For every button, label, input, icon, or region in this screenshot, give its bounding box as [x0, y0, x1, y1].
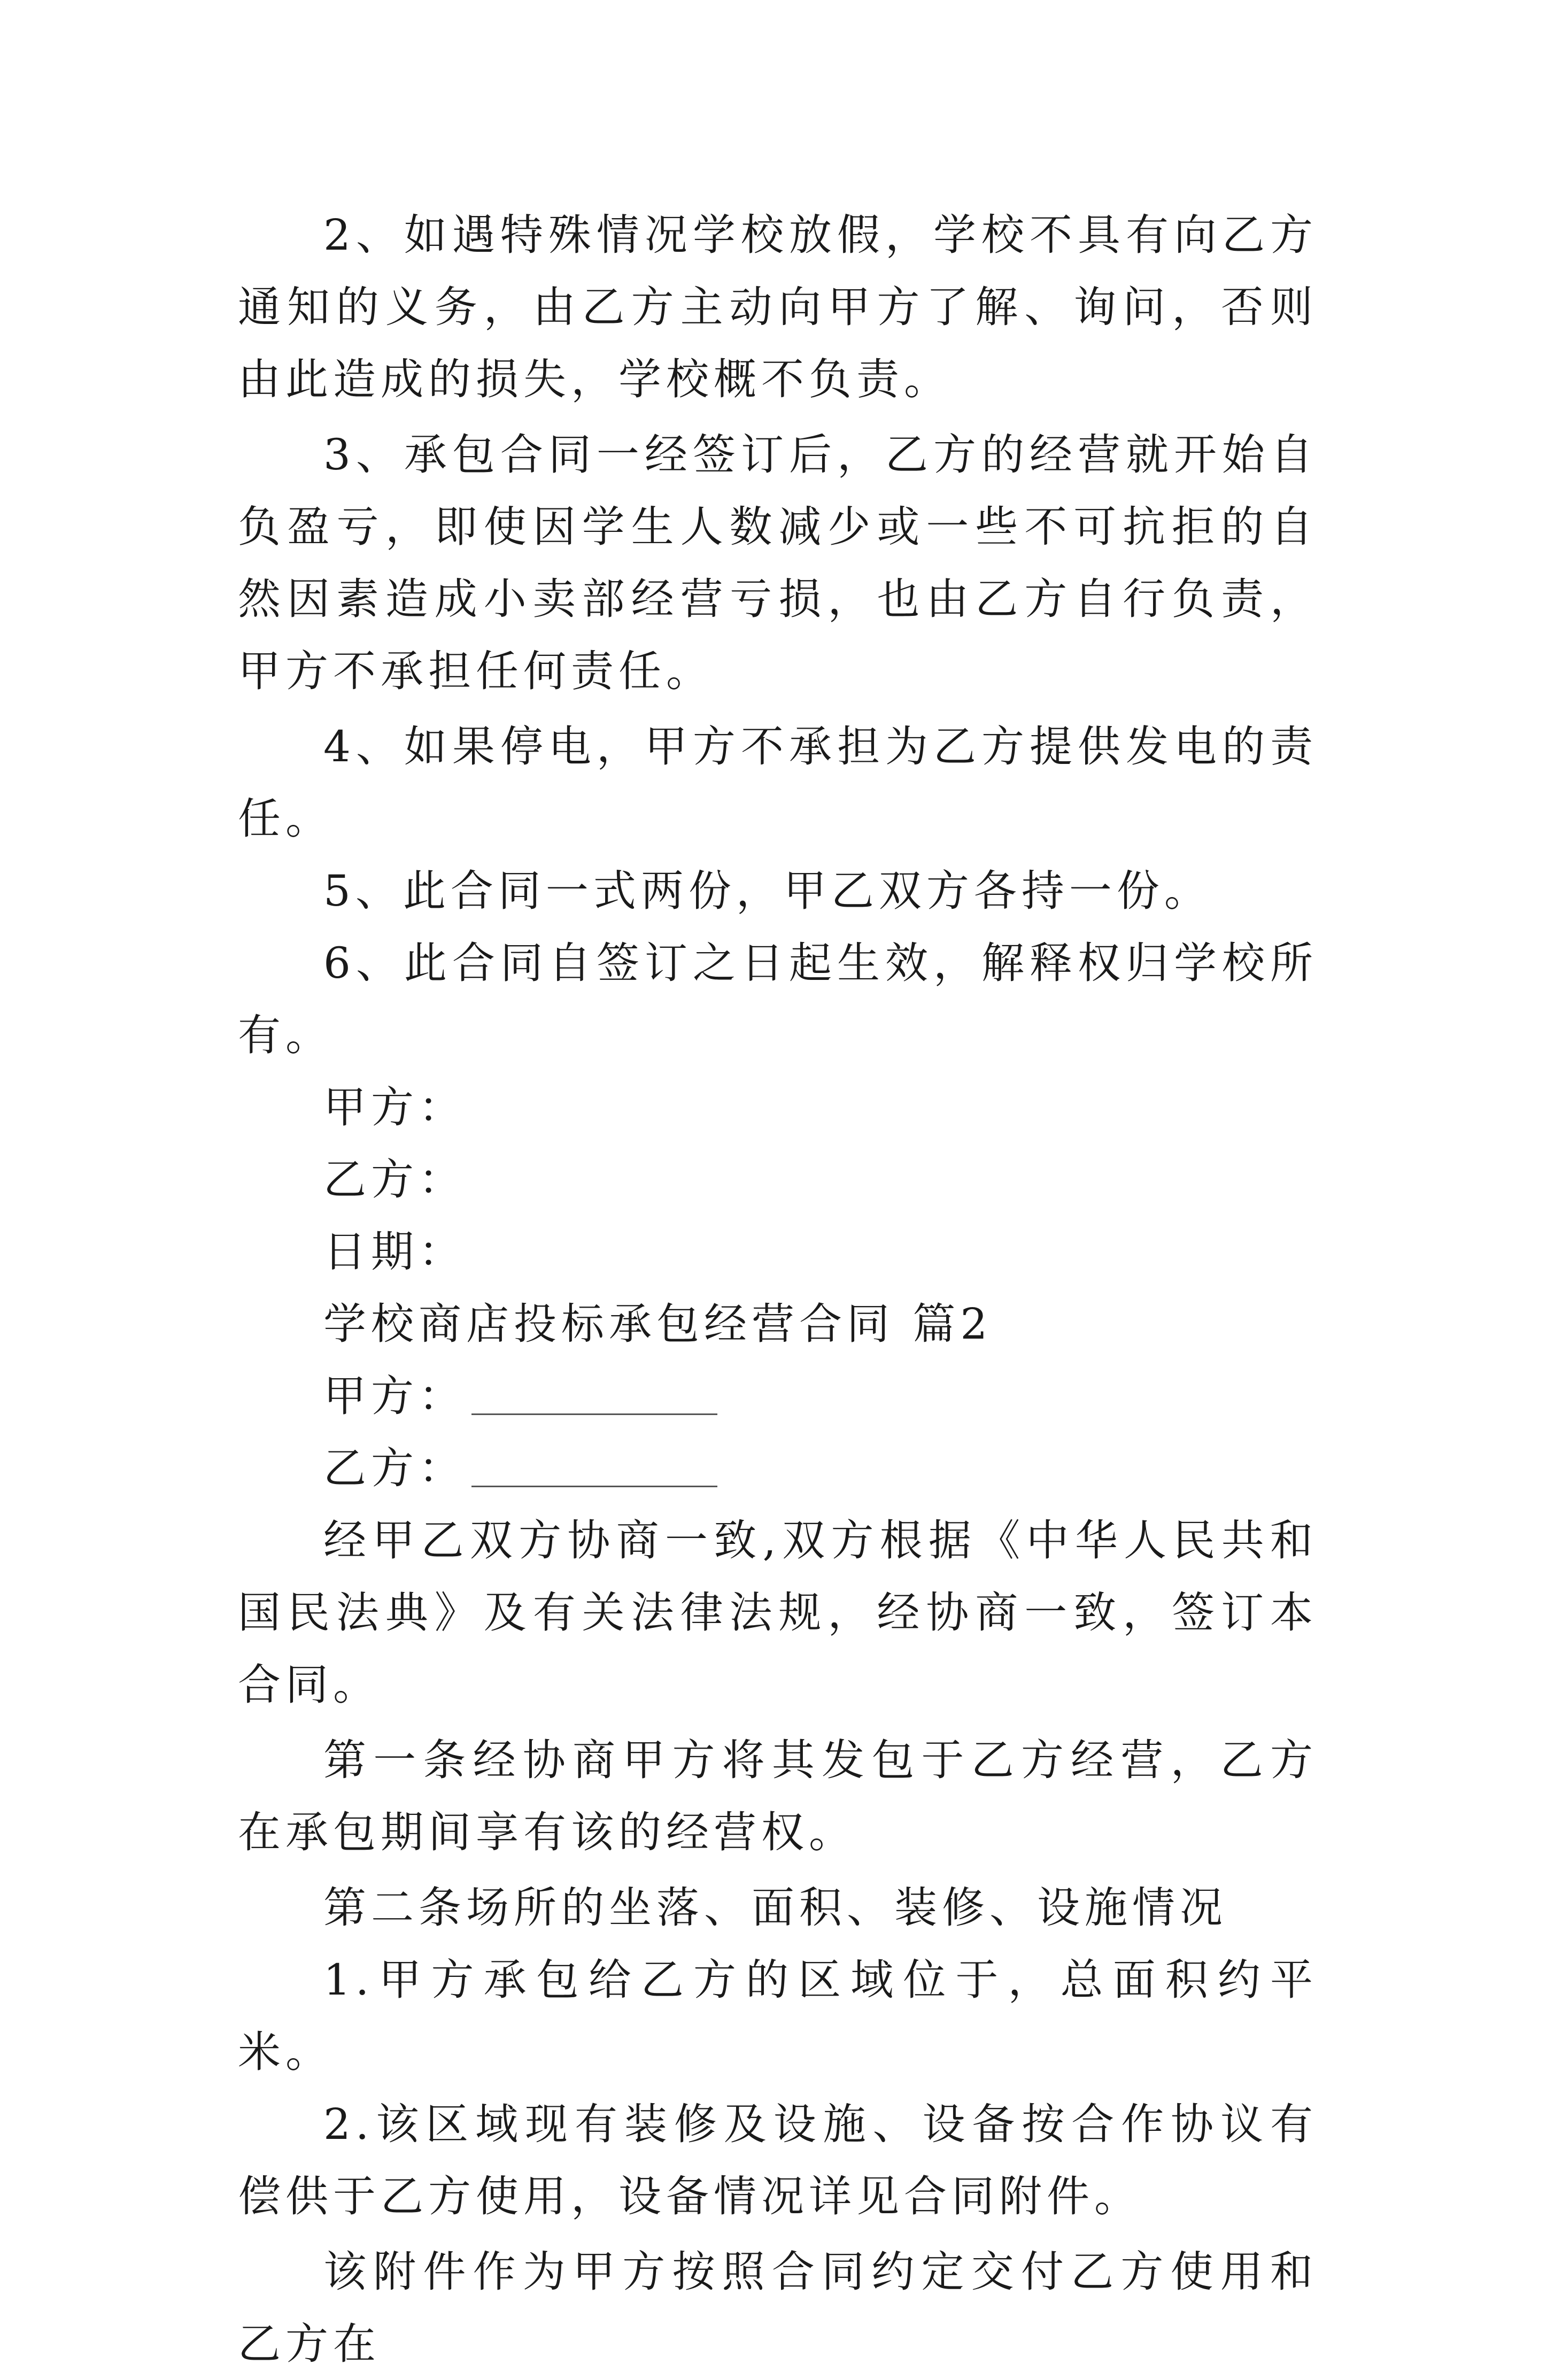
- party-a-blank: [471, 1381, 717, 1415]
- clause-2: 2、如遇特殊情况学校放假，学校不具有向乙方通知的义务，由乙方主动向甲方了解、询问，否则由此造成的损失，学校概不负责。: [238, 210, 1318, 404]
- party-b-blank: [471, 1454, 717, 1487]
- clause-6: 6、此合同自签订之日起生效，解释权归学校所有。: [238, 938, 1318, 1060]
- section-title: 学校商店投标承包经营合同 篇2: [323, 1299, 993, 1349]
- intro-paragraph: 经甲乙双方协商一致,双方根据《中华人民共和国民法典》及有关法律法规，经协商一致，签订本合同。: [238, 1516, 1318, 1710]
- clause-4: 4、如果停电，甲方不承担为乙方提供发电的责任。: [238, 722, 1318, 844]
- article-1: 第一条经协商甲方将其发包于乙方经营，乙方在承包期间享有该的经营权。: [238, 1735, 1318, 1857]
- clause-3: 3、承包合同一经签订后，乙方的经营就开始自负盈亏，即使因学生人数减少或一些不可抗拒的自然因素造成小卖部经营亏损，也由乙方自行负责，甲方不承担任何责任。: [238, 430, 1318, 696]
- party-b-line: [238, 1432, 1318, 1504]
- article-2-item-1: 1.甲方承包给乙方的区域位于，总面积约平米。: [238, 1955, 1318, 2077]
- signature-date-label: 日期：: [323, 1227, 466, 1277]
- signature-party-b-label: 乙方：: [323, 1155, 466, 1204]
- signature-party-a-label: 甲方：: [323, 1083, 466, 1132]
- document-body: [238, 199, 1318, 2380]
- party-a-label: 甲方：: [323, 1371, 466, 1421]
- annex-paragraph: 该附件作为甲方按照合同约定交付乙方使用和乙方在: [238, 2247, 1318, 2369]
- party-a-line: [238, 1360, 1318, 1432]
- clause-5: 5、此合同一式两份，甲乙双方各持一份。: [323, 866, 1212, 916]
- article-2-title: 第二条场所的坐落、面积、装修、设施情况: [323, 1883, 1227, 1933]
- article-2-item-2: 2.该区域现有装修及设施、设备按合作协议有偿供于乙方使用，设备情况详见合同附件。: [238, 2099, 1318, 2221]
- party-b-label: 乙方：: [323, 1443, 466, 1493]
